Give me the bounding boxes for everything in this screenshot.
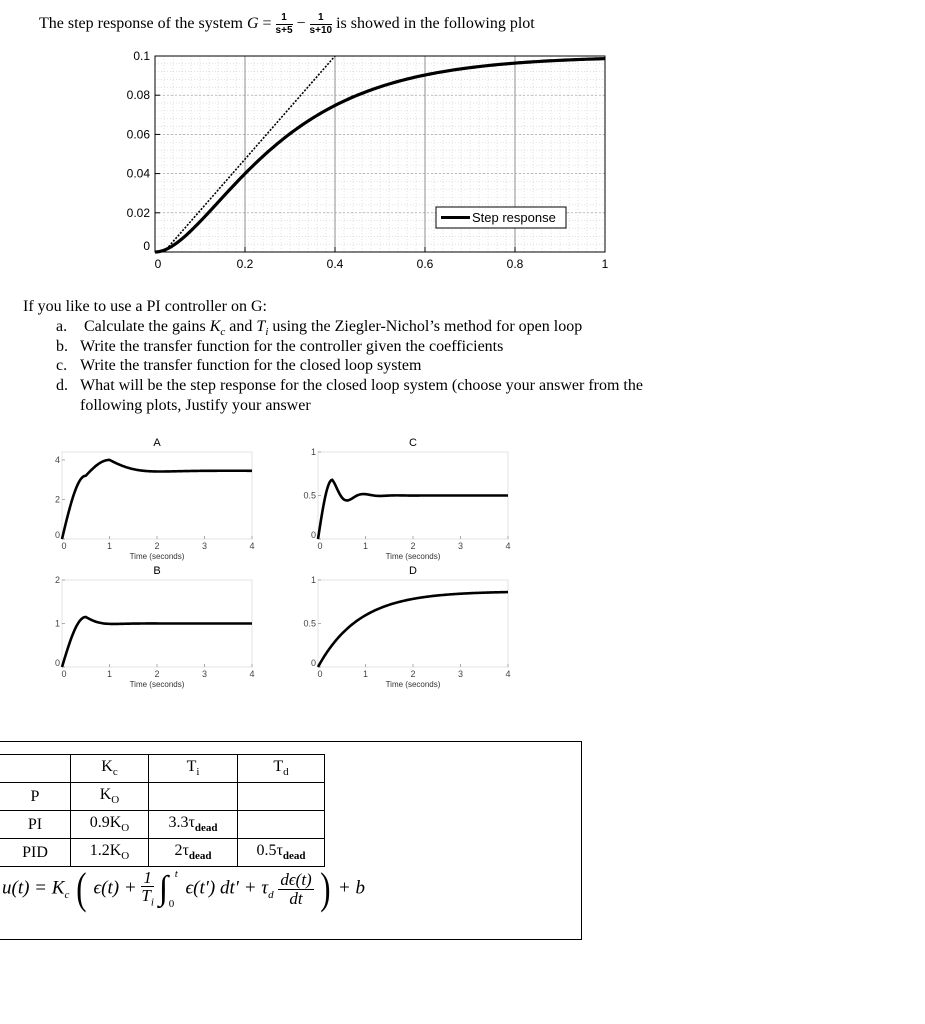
left-paren: (: [76, 864, 87, 913]
x-tick-label: 0: [317, 541, 323, 551]
fraction-1: [276, 13, 293, 36]
kc-symbol: K: [209, 318, 221, 335]
integral-sign: ∫ t 0: [158, 868, 178, 910]
x-tick-label: 0.4: [326, 257, 344, 271]
main-plot-x-ticks: [155, 247, 609, 271]
ti-den-sub: i: [150, 896, 154, 909]
y-tick-label: 2: [54, 494, 60, 505]
header-kc-base: K: [101, 758, 113, 776]
x-tick-label: 3: [457, 541, 464, 551]
cell-td-base: 0.5τ: [256, 842, 283, 860]
problem-statement: [39, 13, 535, 36]
cell-kc-base: K: [99, 786, 112, 804]
fraction-1-denominator: s+5: [275, 25, 293, 36]
ti-subscript: i: [265, 326, 269, 339]
ti-den-base: T: [141, 886, 151, 906]
plot-d: [303, 565, 510, 689]
question-c-text: Write the transfer function for the closed loop system: [80, 357, 422, 374]
small-plots: [0, 430, 560, 710]
plot-c: [303, 437, 510, 561]
header-ti: [149, 755, 238, 783]
fraction-2-numerator: 1: [310, 13, 333, 25]
derivative-numerator: dϵ(t): [280, 869, 312, 889]
derivative-denominator: dt: [289, 888, 303, 908]
plot-letter-label: C: [409, 437, 417, 449]
main-step-response-plot: [0, 40, 640, 280]
table-row: [0, 783, 325, 811]
y-tick-label: 0.1: [133, 49, 150, 63]
question-a-text-end: using the Ziegler-Nichol’s method for open loop: [272, 318, 583, 335]
x-tick-label: 1: [362, 669, 369, 679]
cell-ti-sub: dead: [194, 822, 218, 835]
header-ti-base: T: [186, 758, 197, 776]
fraction-2: [310, 13, 333, 36]
question-a-marker: a.: [56, 318, 68, 335]
plot-letter-label: D: [409, 565, 417, 577]
question-intro: If you like to use a PI controller on G:: [23, 298, 267, 315]
y-tick-label: 2: [54, 575, 60, 585]
derivative-fraction: [278, 871, 313, 908]
title-suffix: is showed in the following plot: [336, 15, 535, 33]
ti-symbol: T: [256, 318, 266, 335]
row-label: P: [0, 783, 71, 811]
header-kc-sub: c: [112, 766, 118, 779]
x-tick-label: 0: [317, 669, 323, 679]
header-td-base: T: [273, 758, 284, 776]
cell-ti: [149, 783, 238, 811]
x-tick-label: 0: [61, 541, 67, 551]
equation-kc-sub: c: [64, 889, 70, 902]
header-td-sub: d: [283, 766, 289, 779]
x-tick-label: 2: [410, 541, 416, 551]
cell-kc: [71, 783, 149, 811]
y-tick-label: 0.04: [126, 166, 150, 181]
minus-sign: −: [296, 15, 306, 33]
y-tick-label: 0: [54, 658, 60, 668]
equation-error-term: ϵ(t) +: [93, 877, 137, 899]
header-kc: [71, 755, 149, 783]
pid-equation: [2, 864, 365, 913]
equals-sign: =: [262, 15, 272, 33]
y-tick-label: 0.02: [126, 205, 150, 220]
tau-d-sub: d: [268, 889, 274, 902]
cell-td: [238, 839, 325, 867]
y-tick-label: 1: [54, 618, 60, 629]
cell-td: [238, 783, 325, 811]
equation-integrand: ϵ(t′) dt′ + τ: [185, 877, 269, 899]
y-tick-label: 0: [310, 658, 316, 668]
integral-upper-limit: t: [174, 868, 178, 880]
system-symbol: G: [246, 15, 259, 33]
x-tick-label: 2: [154, 541, 160, 551]
table-row: [0, 839, 325, 867]
response-curve: [62, 617, 252, 667]
equation-tail: + b: [337, 877, 365, 899]
x-tick-label: 0: [154, 257, 162, 271]
x-tick-label: 1: [601, 257, 609, 271]
plot-letter-label: A: [153, 437, 161, 449]
cell-ti-sub: dead: [188, 850, 212, 863]
question-a-text-start: Calculate the gains: [84, 318, 206, 335]
cell-kc-base: 1.2K: [89, 842, 122, 860]
cell-td-sub: dead: [282, 850, 306, 863]
x-tick-label: 1: [362, 541, 369, 551]
x-tick-label: 4: [249, 669, 255, 679]
plot-letter-label: B: [153, 565, 161, 577]
question-b: [56, 338, 503, 356]
y-tick-label: 1: [310, 575, 316, 585]
y-tick-label: 0: [143, 239, 150, 253]
x-tick-label: 3: [457, 669, 464, 679]
question-d-text: What will be the step response for the closed loop system (choose your answer from the: [80, 377, 643, 394]
header-td: [238, 755, 325, 783]
title-prefix: The step response of the system: [39, 15, 243, 33]
x-tick-label: 3: [201, 541, 208, 551]
cell-kc-sub: O: [121, 850, 130, 863]
x-tick-label: 2: [154, 669, 160, 679]
fraction-2-denominator: s+10: [309, 25, 333, 36]
table-corner-cell: [0, 755, 71, 783]
x-tick-label: 1: [106, 541, 113, 551]
table-header-row: [0, 755, 325, 783]
y-tick-label: 0.08: [126, 88, 150, 103]
cell-kc-base: 0.9K: [89, 814, 122, 832]
x-axis-label: Time (seconds): [129, 552, 185, 561]
y-tick-label: 1: [310, 447, 316, 457]
x-axis-label: Time (seconds): [385, 680, 441, 689]
table-row: [0, 811, 325, 839]
x-tick-label: 3: [201, 669, 208, 679]
x-axis-label: Time (seconds): [385, 552, 441, 561]
x-tick-label: 4: [505, 541, 511, 551]
row-label: PID: [0, 839, 71, 867]
x-tick-label: 0.8: [506, 257, 524, 271]
plot-a: [55, 437, 255, 561]
row-label: PI: [0, 811, 71, 839]
response-curve: [318, 480, 508, 539]
fraction-1-numerator: 1: [276, 13, 293, 25]
ziegler-nichols-table: [0, 754, 325, 867]
plot-frame: [62, 452, 252, 539]
header-ti-sub: i: [196, 766, 200, 779]
cell-kc-sub: O: [111, 794, 120, 807]
cell-ti: [149, 811, 238, 839]
question-a: [56, 318, 582, 338]
integral-lower-limit: 0: [168, 898, 175, 910]
x-tick-label: 0.6: [416, 257, 434, 271]
question-a-and: and: [229, 318, 253, 335]
cell-ti-base: 2τ: [174, 842, 189, 860]
cell-kc-sub: O: [121, 822, 130, 835]
right-paren: ): [320, 864, 331, 913]
y-tick-label: 0.5: [303, 618, 316, 629]
x-tick-label: 1: [106, 669, 113, 679]
question-d: [56, 377, 643, 395]
cell-ti: [149, 839, 238, 867]
y-tick-label: 0: [54, 530, 60, 540]
integral-gain-numerator: 1: [141, 869, 154, 888]
equation-lhs: u(t) = K: [2, 877, 65, 899]
y-tick-label: 0: [310, 530, 316, 540]
x-axis-label: Time (seconds): [129, 680, 185, 689]
legend: [436, 207, 566, 228]
integral-gain-fraction: [141, 869, 154, 910]
legend-label: Step response: [472, 210, 556, 225]
question-c-marker: c.: [56, 357, 68, 374]
tangent-line: [164, 56, 335, 252]
response-curve: [62, 460, 252, 539]
x-tick-label: 4: [249, 541, 255, 551]
y-tick-label: 4: [54, 454, 60, 465]
cell-ti-base: 3.3τ: [168, 814, 195, 832]
integral-gain-denominator: [141, 887, 154, 909]
kc-subscript: c: [220, 326, 226, 339]
plot-b: [55, 565, 255, 689]
y-tick-label: 0.5: [303, 490, 316, 501]
x-tick-label: 0.2: [236, 257, 254, 271]
response-curve: [318, 592, 508, 667]
y-tick-label: 0.06: [126, 127, 150, 142]
cell-kc: [71, 839, 149, 867]
x-tick-label: 2: [410, 669, 416, 679]
question-b-text: Write the transfer function for the controller given the coefficients: [80, 338, 504, 355]
cell-td: [238, 811, 325, 839]
question-b-marker: b.: [56, 338, 68, 355]
question-c: [56, 357, 421, 375]
x-tick-label: 4: [505, 669, 511, 679]
question-d-continued: following plots, Justify your answer: [80, 397, 311, 414]
x-tick-label: 0: [61, 669, 67, 679]
question-d-marker: d.: [56, 377, 68, 394]
cell-kc: [71, 811, 149, 839]
